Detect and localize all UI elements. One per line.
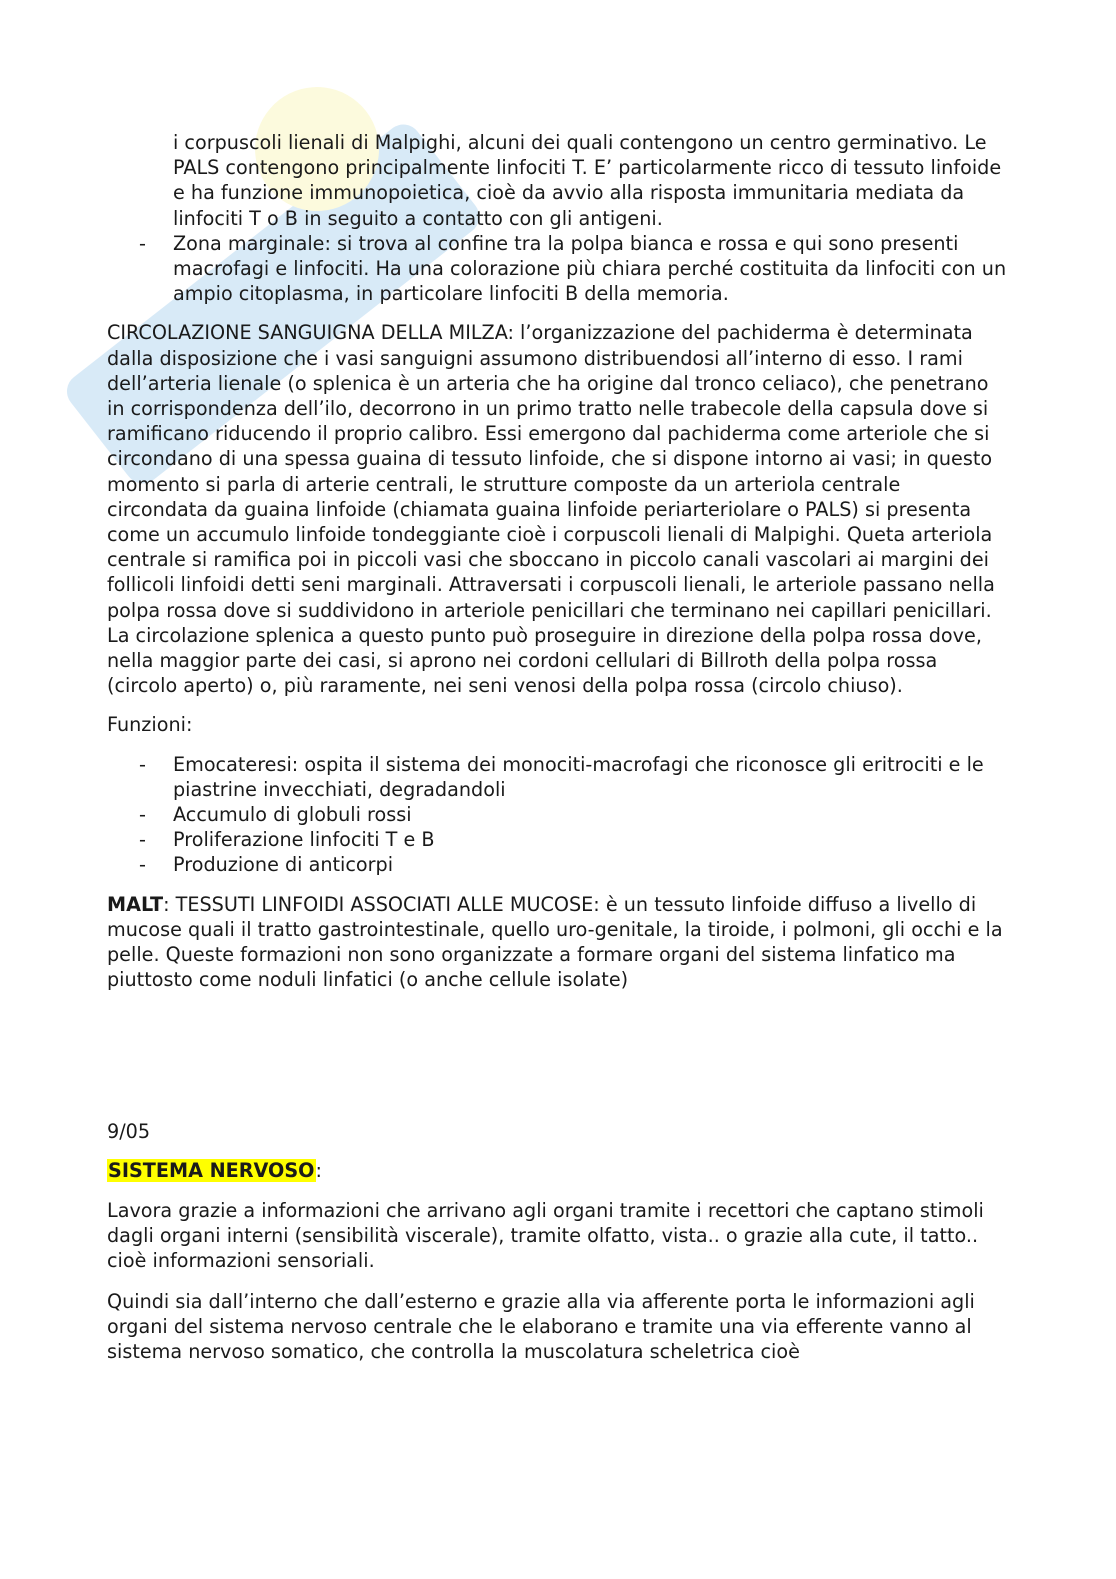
circolazione-paragraph: CIRCOLAZIONE SANGUIGNA DELLA MILZA: l’organizzazione del pachiderma è determinata dalla disposizione che i vasi sanguigni assumono distribuendosi all’interno di esso. I rami dell’arteria lienale (o splenica è un arteria che ha origine dal tronco celiaco), che penetrano in corrispondenza dell’ilo, decorrono in un primo tratto nelle trabecole della capsula dove si ramificano riducendo il proprio calibro. Essi emergono dal pachiderma come arteriole che si circondano di una spessa guaina di tessuto linfoide, che si dispone intorno ai vasi; in questo momento si parla di arterie centrali, le strutture composte da un arteriola centrale circondata da guaina linfoide (chiamata guaina linfoide periarteriolare o PALS) si presenta come un accumulo linfoide tondeggiante cioè i corpuscoli lienali di Malpighi. Queta arteriola centrale si ramifica poi in piccoli vasi che sboccano in piccolo canali vascolari ai margini dei follicoli linfoidi detti seni marginali. Attraversati i corpuscoli lienali, le arteriole passano nella polpa rossa dove si suddividono in arteriole penicillari che terminano nei capillari penicillari. La circolazione splenica a questo punto può proseguire in direzione della polpa rossa dove, nella maggior parte dei casi, si aprono nei cordoni cellulari di Billroth della polpa rossa (circolo aperto) o, più raramente, nei seni venosi della polpa rossa (circolo chiuso). — [107, 321, 995, 698]
funzioni-label: Funzioni: — [107, 713, 193, 737]
list-item — [107, 827, 1007, 852]
section-colon: : — [315, 1158, 322, 1182]
list-item — [107, 852, 1007, 877]
bullet-dash: - — [139, 803, 146, 827]
document-page — [107, 130, 1007, 1364]
malt-term: MALT — [107, 892, 164, 916]
milza-bullet-list — [107, 231, 1007, 307]
funzioni-list — [107, 752, 1007, 878]
list-item — [107, 231, 1007, 307]
funzione-text: Produzione di anticorpi — [173, 853, 394, 877]
list-item — [107, 802, 1007, 827]
funzione-text: Emocateresi: ospita il sistema dei monociti-macrofagi che riconosce gli eritrociti e le piastrine invecchiati, degradandoli — [173, 752, 984, 801]
malt-text: : TESSUTI LINFOIDI ASSOCIATI ALLE MUCOSE: è un tessuto linfoide diffuso a livello di mucose quali il tratto gastrointestinale, quello uro-genitale, la tiroide, i polmoni, gli occhi e la pelle. Queste formazioni non sono organizzate a formare organi del sistema linfatico ma piuttosto come noduli linfatici (o anche cellule isolate) — [107, 892, 1003, 992]
malt-paragraph — [107, 892, 1007, 993]
nervoso-paragraph-1: Lavora grazie a informazioni che arrivano agli organi tramite i recettori che captano stimoli dagli organi interni (sensibilità viscerale), tramite olfatto, vista.. o grazie alla cute, il tatto.. cioè informazioni sensoriali. — [107, 1198, 984, 1273]
nervoso-paragraph-2: Quindi sia dall’interno che dall’esterno e grazie alla via afferente porta le informazioni agli organi del sistema nervoso centrale che le elaborano e tramite una via efferente vanno al sistema nervoso somatico, che controlla la muscolatura scheletrica cioè — [107, 1289, 975, 1363]
bullet-dash: - — [139, 853, 146, 877]
funzione-text: Accumulo di globuli rossi — [173, 803, 412, 827]
zona-marginale-text: Zona marginale: si trova al confine tra la polpa bianca e rossa e qui sono presenti macrofagi e linfociti. Ha una colorazione più chiara perché costituita da linfociti con un ampio citoplasma, in particolare linfociti B della memoria. — [173, 231, 1007, 306]
bullet-dash: - — [139, 752, 146, 776]
section-heading — [107, 1158, 1007, 1183]
date-label: 9/05 — [107, 1119, 151, 1143]
bullet-dash: - — [139, 828, 146, 852]
section-title: SISTEMA NERVOSO — [108, 1158, 315, 1182]
list-item — [107, 752, 1007, 802]
bullet-dash: - — [139, 231, 146, 255]
funzione-text: Proliferazione linfociti T e B — [173, 828, 435, 852]
milza-intro-continuation: i corpuscoli lienali di Malpighi, alcuni dei quali contengono un centro germinativo. Le PALS contengono principalmente linfociti T. E’ particolarmente ricco di tessuto linfoide e ha funzione immunopoietica, cioè da avvio alla risposta immunitaria mediata da linfociti T o B in seguito a contatto con gli antigeni. — [173, 131, 1002, 230]
